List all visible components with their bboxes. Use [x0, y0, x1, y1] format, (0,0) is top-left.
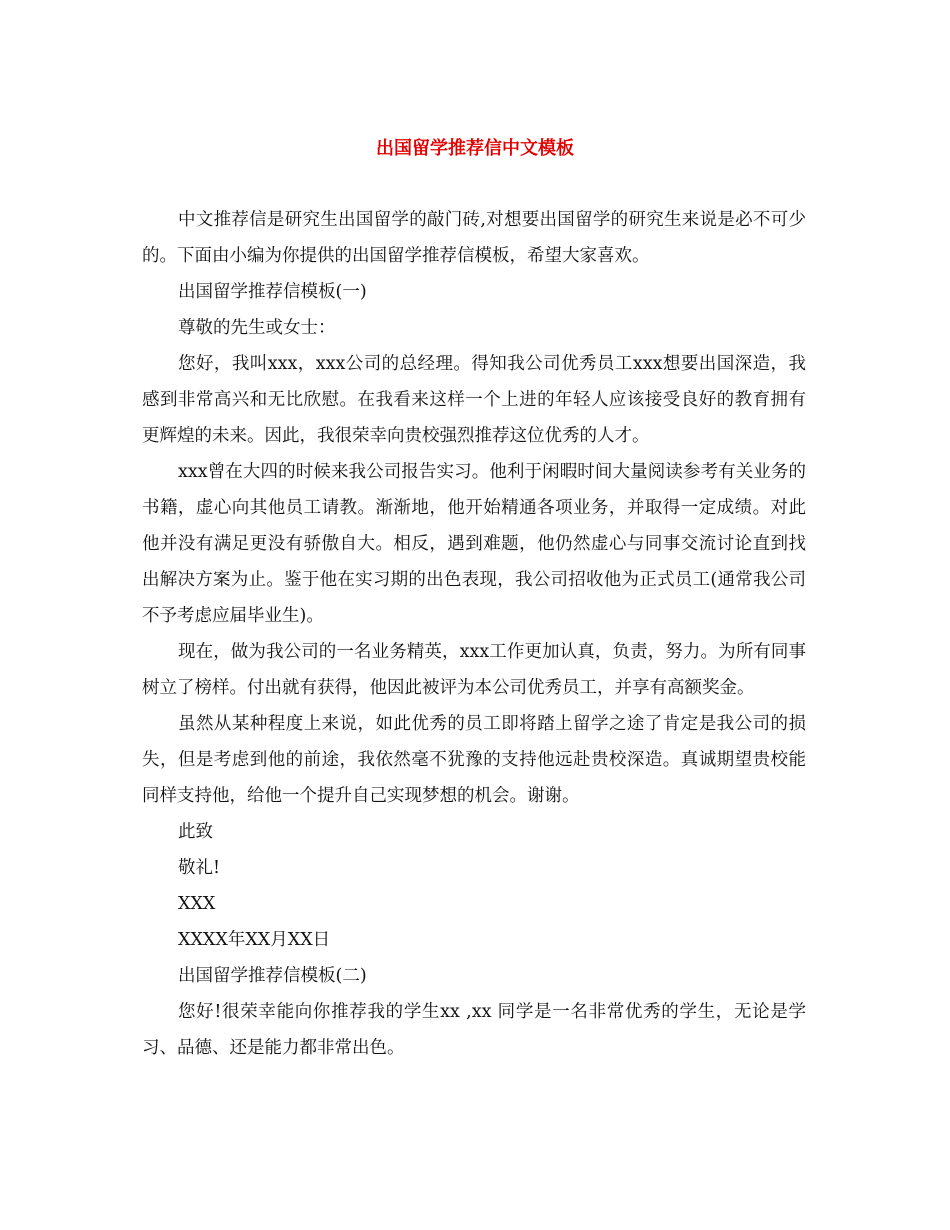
closing-regards: 敬礼!: [178, 858, 221, 878]
body-paragraph: xxx曾在大四的时候来我公司报告实习。他利于闲暇时间大量阅读参考有关业务的书籍，虚心向其他员工请教。渐渐地，他开始精通各项业务，并取得一定成绩。对此他并没有满足更没有骄傲自大。相反，遇到难题，他仍然虚心与同事交流讨论直到找出解决方案为止。鉴于他在实习期的出色表现，我公司招收他为正式员工(通常我公司不予考虑应届毕业生)。: [142, 462, 806, 626]
body-paragraph: 您好，我叫xxx，xxx公司的总经理。得知我公司优秀员工xxx想要出国深造，我感到非常高兴和无比欣慰。在我看来这样一个上进的年轻人应该接受良好的教育拥有更辉煌的未来。因此，我很荣幸向贵校强烈推荐这位优秀的人才。: [142, 354, 806, 446]
body-paragraph: 现在，做为我公司的一名业务精英，xxx工作更加认真，负责，努力。为所有同事树立了榜样。付出就有获得，他因此被评为本公司优秀员工，并享有高额奖金。: [142, 642, 806, 698]
salutation: 尊敬的先生或女士：: [178, 318, 336, 338]
section-heading-template-one: 出国留学推荐信模板(一): [178, 282, 367, 302]
body-paragraph: 您好!很荣幸能向你推荐我的学生xx ,xx 同学是一名非常优秀的学生，无论是学习、品德、还是能力都非常出色。: [142, 1002, 806, 1058]
intro-paragraph: 中文推荐信是研究生出国留学的敲门砖,对想要出国留学的研究生来说是必不可少的。下面由小编为你提供的出国留学推荐信模板，希望大家喜欢。: [142, 210, 806, 266]
section-heading-template-two: 出国留学推荐信模板(二): [178, 966, 367, 986]
document-title: 出国留学推荐信中文模板: [376, 138, 574, 159]
signature-date: XXXX年XX月XX日: [178, 930, 331, 950]
signature-name: XXX: [178, 894, 216, 914]
body-paragraph: 虽然从某种程度上来说，如此优秀的员工即将踏上留学之途了肯定是我公司的损失，但是考虑到他的前途，我依然毫不犹豫的支持他远赴贵校深造。真诚期望贵校能同样支持他，给他一个提升自己实现梦想的机会。谢谢。: [142, 714, 806, 806]
document-body: [142, 202, 806, 1066]
closing-line: 此致: [178, 822, 213, 842]
